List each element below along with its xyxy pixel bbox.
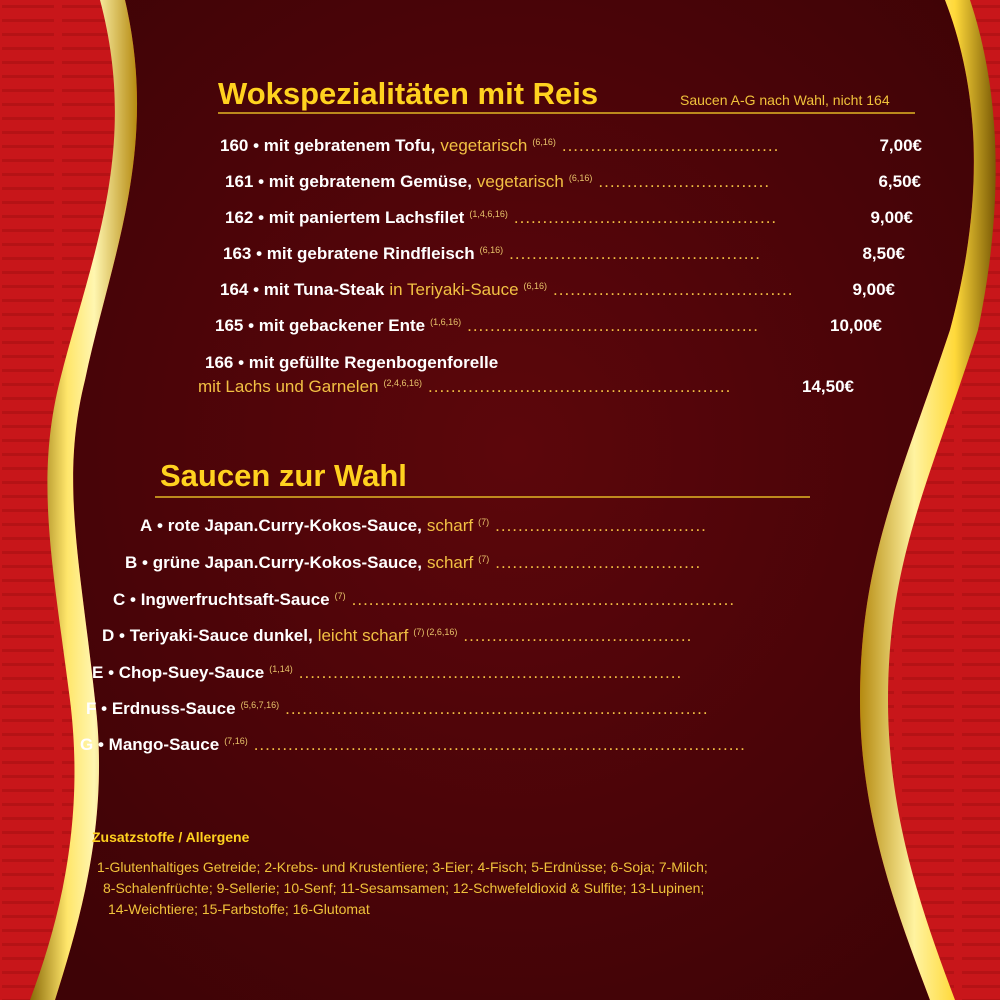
menu-item-162: [225, 208, 913, 228]
section-subtitle-woks: Saucen A-G nach Wahl, nicht 164: [680, 92, 890, 108]
item-note: in Teriyaki-Sauce: [389, 280, 519, 299]
item-number: 164: [220, 280, 249, 299]
item-number: 162: [225, 208, 254, 227]
allergen-codes: (7): [478, 554, 490, 564]
item-price: 8,50€: [862, 244, 905, 263]
sauce-name: Chop-Suey-Sauce: [118, 663, 265, 682]
bullet: •: [248, 316, 255, 335]
item-name: mit Tuna-Steak: [263, 280, 385, 299]
item-note: mit Lachs und Garnelen: [198, 377, 379, 396]
allergen-codes: (7,16): [224, 736, 248, 746]
leader-dots: ..........................................................................: [285, 699, 709, 718]
sauce-note: scharf: [426, 553, 474, 572]
leader-dots: ......................................: [561, 136, 780, 155]
sauce-name: Teriyaki-Sauce dunkel,: [129, 626, 313, 645]
allergen-codes: (1,14): [269, 664, 293, 674]
bullet: •: [258, 172, 265, 191]
sauce-item-c: [113, 590, 785, 610]
menu-item-166: [205, 353, 498, 373]
allergen-codes: (6,16): [479, 245, 504, 255]
leader-dots: ....................................: [495, 553, 702, 572]
menu-item-165: [215, 316, 882, 336]
bullet: •: [238, 353, 245, 372]
sauce-letter: D: [102, 626, 115, 645]
sauce-name: Erdnuss-Sauce: [111, 699, 236, 718]
leader-dots: .....................................................: [428, 377, 732, 396]
allergen-codes: (7): [478, 517, 490, 527]
allergen-codes: (1,4,6,16): [469, 209, 508, 219]
allergen-codes-2: (2,6,16): [426, 627, 458, 637]
menu-item-160: [220, 136, 922, 156]
item-name: mit gefüllte Regenbogenforelle: [248, 353, 499, 372]
bullet: •: [142, 553, 148, 572]
sauce-item-b: [125, 553, 790, 573]
item-number: 160: [220, 136, 249, 155]
bullet: •: [130, 590, 136, 609]
leader-dots: ..............................: [598, 172, 771, 191]
allergen-codes: (7): [334, 591, 346, 601]
bullet: •: [253, 280, 260, 299]
bullet: •: [119, 626, 125, 645]
sauce-letter: C: [113, 590, 126, 609]
sauce-name: rote Japan.Curry-Kokos-Sauce,: [167, 516, 422, 535]
item-name: mit gebratene Rindfleisch: [266, 244, 475, 263]
sauce-item-a: [140, 516, 800, 536]
item-note: vegetarisch: [476, 172, 564, 191]
sauce-item-e: [92, 663, 778, 683]
leader-dots: ............................................: [509, 244, 761, 263]
allergen-codes: (1,6,16): [430, 317, 462, 327]
sauce-letter: B: [125, 553, 138, 572]
sauce-name: grüne Japan.Curry-Kokos-Sauce,: [152, 553, 422, 572]
item-name: mit paniertem Lachsfilet: [268, 208, 465, 227]
sauce-name: Ingwerfruchtsaft-Sauce: [140, 590, 330, 609]
allergen-codes: (2,4,6,16): [383, 378, 423, 388]
item-price: 10,00€: [830, 316, 882, 335]
item-name: mit gebratenem Tofu,: [263, 136, 436, 155]
bullet: •: [258, 208, 265, 227]
bullet: •: [108, 663, 115, 682]
bullet: •: [253, 136, 260, 155]
sauce-note: scharf: [426, 516, 474, 535]
leader-dots: ...................................................................: [298, 663, 683, 682]
allergen-legend-title: Zusatzstoffe / Allergene: [92, 829, 250, 845]
allergen-codes: (5,6,7,16): [240, 700, 280, 710]
sauce-note: leicht scharf: [317, 626, 409, 645]
allergen-codes: (6,16): [568, 173, 593, 183]
allergen-legend-line-3: 14-Weichtiere; 15-Farbstoffe; 16-Glutomat: [108, 901, 370, 917]
item-number: 165: [215, 316, 244, 335]
sauce-item-d: [102, 626, 780, 646]
leader-dots: .....................................: [495, 516, 707, 535]
bullet: •: [97, 735, 104, 754]
bullet: •: [157, 516, 163, 535]
item-number: 161: [225, 172, 254, 191]
menu-item-161: [225, 172, 921, 192]
leader-dots: ......................................................................................: [253, 735, 746, 754]
item-price: 9,00€: [870, 208, 913, 227]
leader-dots: ........................................: [463, 626, 693, 645]
bullet: •: [256, 244, 263, 263]
item-price: 6,50€: [878, 172, 921, 191]
allergen-codes: (7): [413, 627, 425, 637]
leader-dots: ...................................................................: [351, 590, 736, 609]
sauce-letter: A: [140, 516, 153, 535]
menu-item-163: [223, 244, 905, 264]
item-name: mit gebackener Ente: [258, 316, 426, 335]
sauce-letter: F: [86, 699, 97, 718]
leader-dots: ...................................................: [467, 316, 759, 335]
sauce-item-f: [86, 699, 778, 719]
sauce-item-g: [80, 735, 780, 755]
sauce-name: Mango-Sauce: [108, 735, 220, 754]
sauce-letter: G: [80, 735, 94, 754]
menu-item-166-line2: [198, 377, 854, 397]
allergen-legend-line-1: 1-Glutenhaltiges Getreide; 2-Krebs- und Krustentiere; 3-Eier; 4-Fisch; 5-Erdnüsse; 6-Soja; 7-Milch;: [97, 859, 708, 875]
allergen-legend-line-2: 8-Schalenfrüchte; 9-Sellerie; 10-Senf; 11-Sesamsamen; 12-Schwefeldioxid & Sulfite; 13-Lupinen;: [103, 880, 705, 896]
bullet: •: [101, 699, 108, 718]
item-name: mit gebratenem Gemüse,: [268, 172, 472, 191]
leader-dots: ..........................................: [553, 280, 794, 299]
item-number: 166: [205, 353, 234, 372]
item-number: 163: [223, 244, 252, 263]
item-note: vegetarisch: [440, 136, 528, 155]
item-price: 7,00€: [879, 136, 922, 155]
allergen-codes: (6,16): [532, 137, 556, 147]
sauce-letter: E: [92, 663, 104, 682]
leader-dots: ..............................................: [513, 208, 778, 227]
section-title-woks: Wokspezialitäten mit Reis: [218, 76, 599, 111]
item-price: 9,00€: [852, 280, 895, 299]
allergen-codes: (6,16): [523, 281, 548, 291]
section-title-saucen: Saucen zur Wahl: [160, 458, 407, 493]
menu-item-164: [220, 280, 895, 300]
item-price: 14,50€: [802, 377, 854, 396]
